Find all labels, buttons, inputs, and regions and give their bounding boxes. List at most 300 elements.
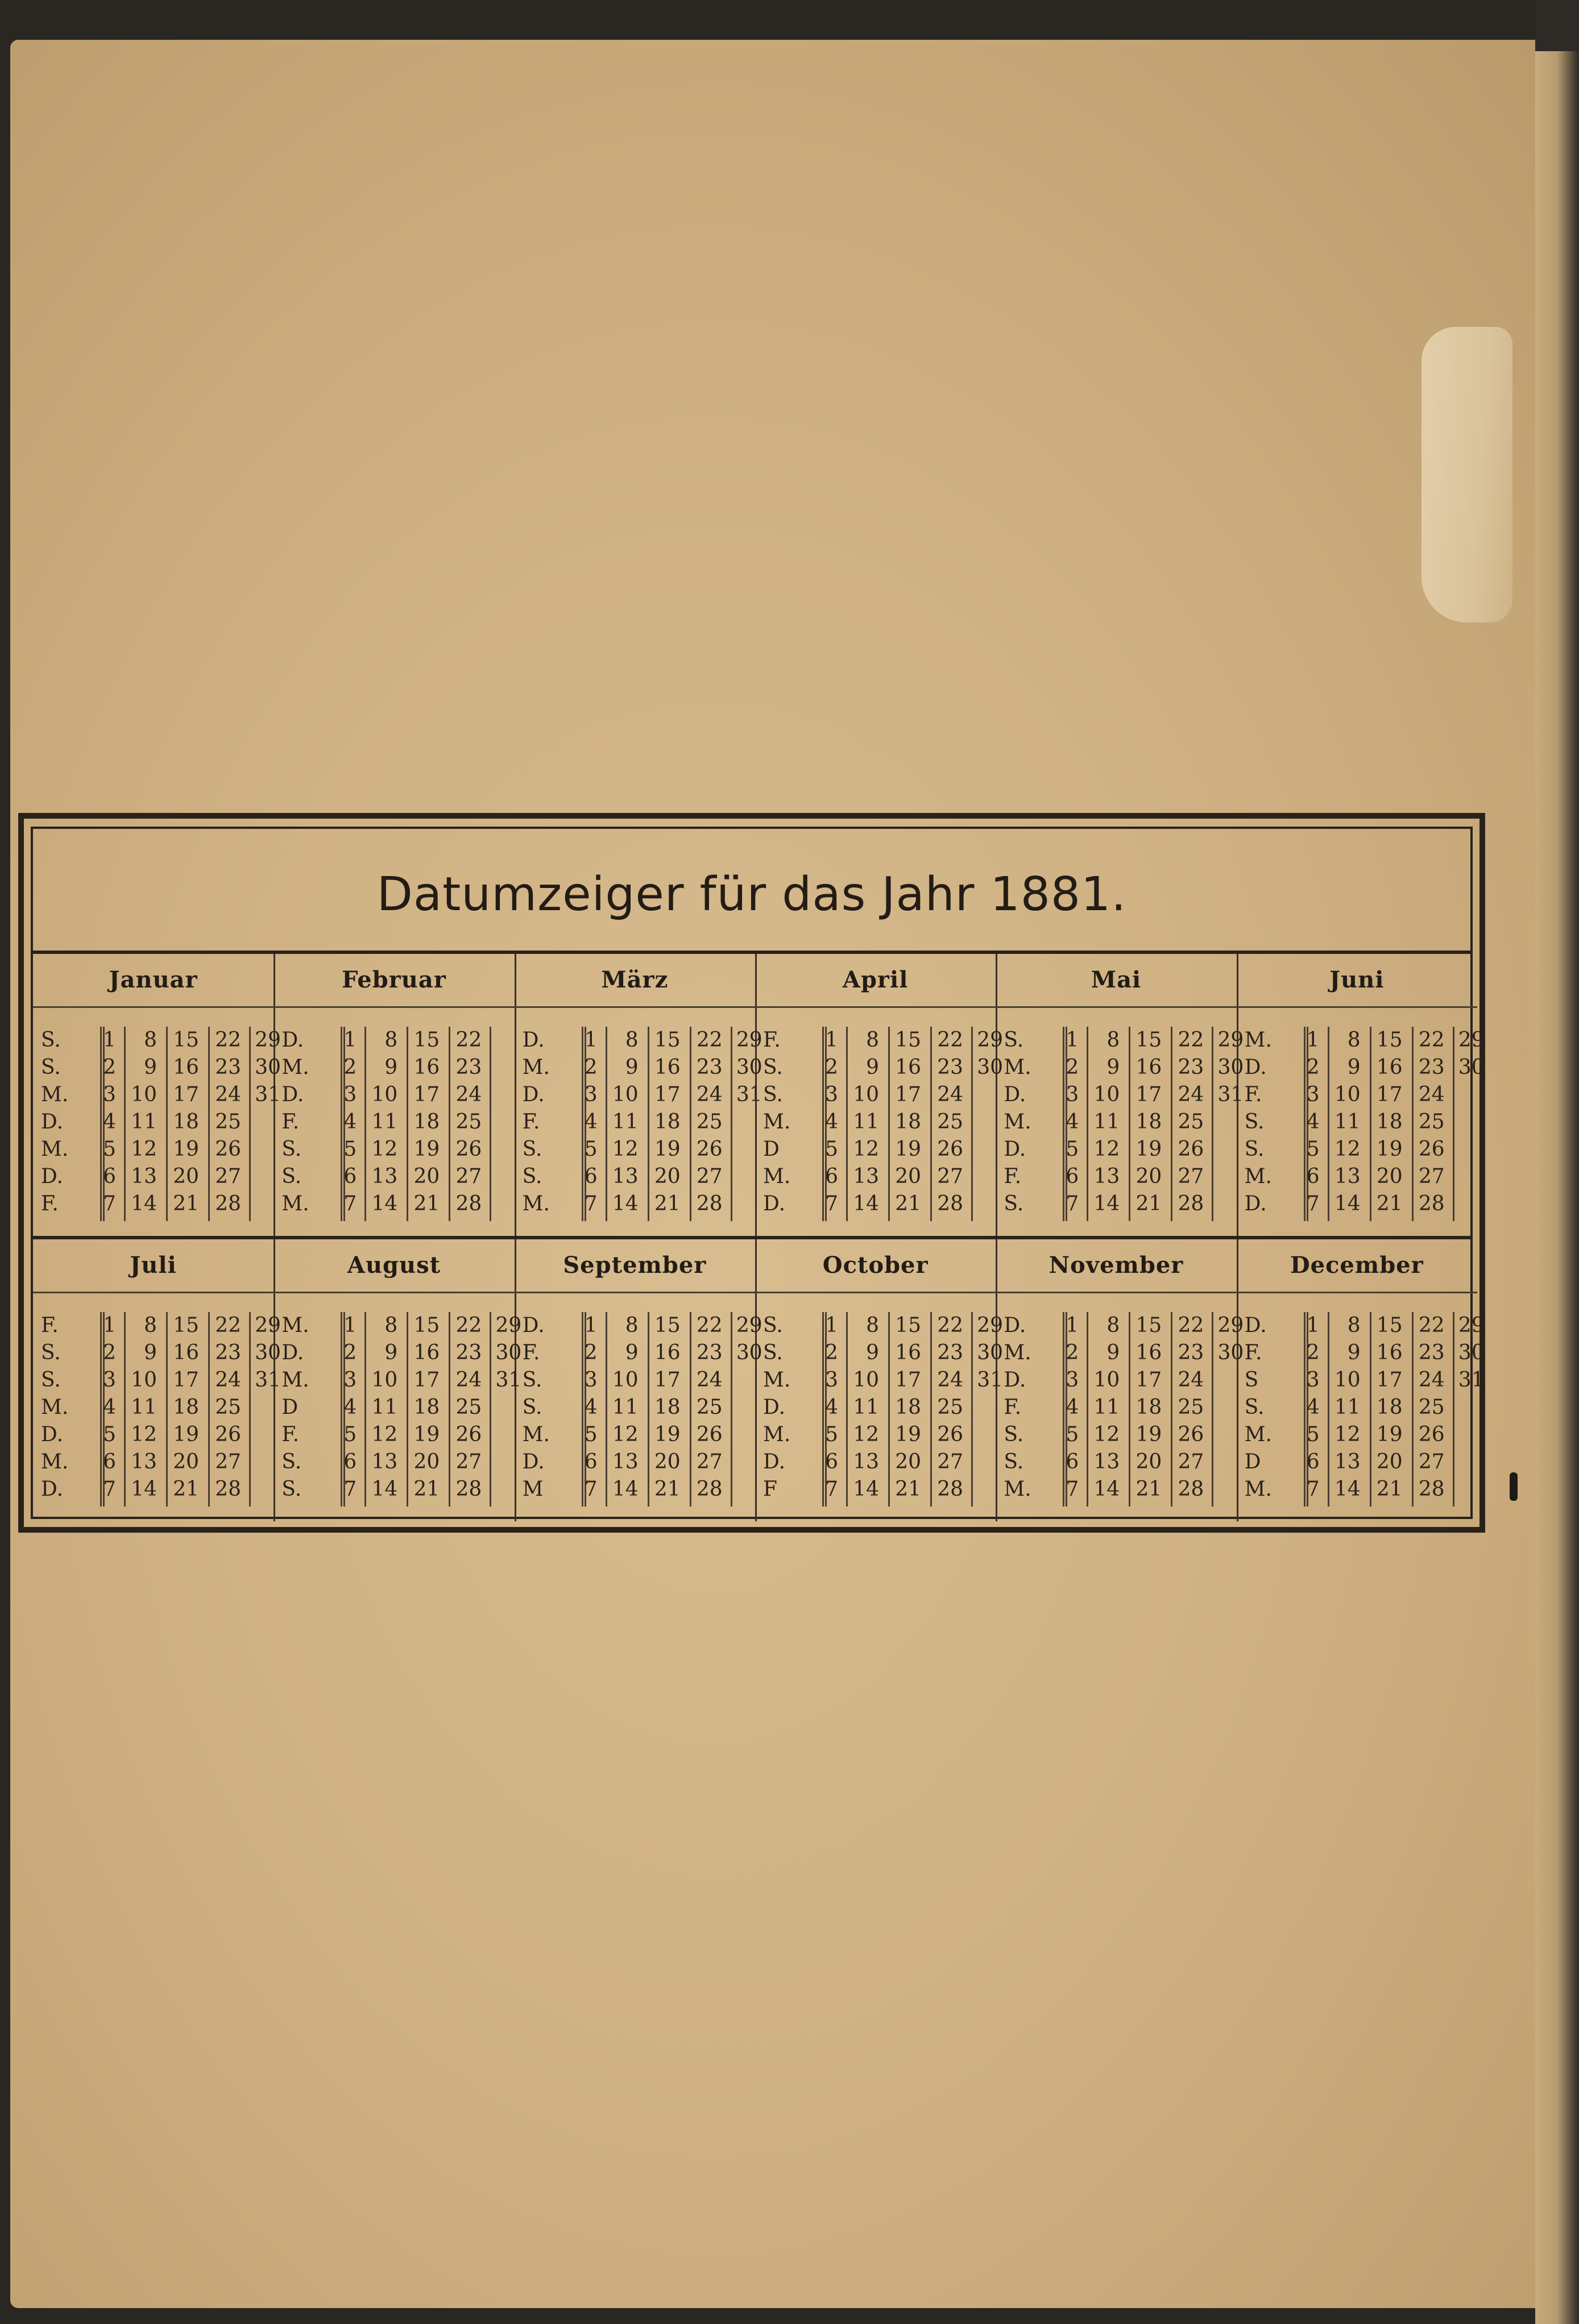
day-number: 19 (413, 1423, 440, 1446)
day-number: 25 (1178, 1396, 1204, 1419)
day-number: 22 (455, 1028, 482, 1052)
day-number: 29 (977, 1314, 1003, 1337)
day-number: 27 (937, 1165, 963, 1188)
day-number: 6 (1066, 1450, 1079, 1474)
day-number: 25 (1418, 1110, 1445, 1134)
weekday-row (273, 1339, 522, 1367)
weekday-label: D. (1004, 1314, 1026, 1337)
weekday-label: S. (41, 1028, 61, 1052)
weekday-row (1237, 1054, 1485, 1081)
day-number: 11 (1093, 1110, 1120, 1134)
page-edge (1535, 0, 1579, 2324)
day-number: 9 (1347, 1341, 1361, 1364)
day-number: 9 (144, 1056, 157, 1079)
weekday-label: S. (763, 1341, 783, 1364)
day-number: 23 (215, 1341, 241, 1364)
day-number: 23 (696, 1056, 723, 1079)
day-number: 29 (1458, 1314, 1485, 1337)
day-number: 2 (103, 1341, 116, 1364)
weekday-row (33, 1109, 273, 1136)
day-number: 3 (103, 1083, 116, 1106)
day-number: 20 (413, 1450, 440, 1474)
day-number: 27 (696, 1165, 723, 1188)
month-block-februar (273, 954, 516, 1236)
day-number: 31 (255, 1083, 281, 1106)
day-number: 25 (1178, 1110, 1204, 1134)
day-number: 15 (895, 1028, 921, 1052)
weekday-row (33, 1027, 281, 1054)
weekday-label: D. (41, 1423, 64, 1446)
day-number: 11 (131, 1396, 157, 1419)
weekday-label: F. (1244, 1083, 1262, 1106)
weekday-row (33, 1081, 281, 1109)
day-number: 19 (895, 1138, 921, 1161)
weekday-row (33, 1190, 273, 1218)
day-number: 1 (103, 1314, 116, 1337)
weekday-label: D. (763, 1396, 786, 1419)
weekday-row (1237, 1109, 1477, 1136)
day-number: 1 (825, 1028, 838, 1052)
weekday-row (33, 1367, 281, 1394)
weekday-row (273, 1421, 514, 1449)
day-number: 20 (413, 1165, 440, 1188)
day-number: 9 (866, 1341, 879, 1364)
weekday-label: M. (1004, 1110, 1031, 1134)
weekday-row (755, 1476, 996, 1503)
day-grid (273, 1027, 514, 1218)
day-number: 9 (1347, 1056, 1361, 1079)
day-number: 29 (977, 1028, 1003, 1052)
day-number: 1 (1066, 1314, 1079, 1337)
day-number: 29 (1458, 1028, 1485, 1052)
day-number: 12 (371, 1423, 398, 1446)
day-number: 5 (584, 1138, 598, 1161)
month-header-rule (755, 1006, 996, 1008)
day-number: 10 (131, 1083, 157, 1106)
day-number: 21 (413, 1478, 440, 1501)
day-grid (33, 1027, 281, 1218)
weekday-label: D. (522, 1314, 545, 1337)
page-mark (1510, 1472, 1518, 1501)
weekday-label: M. (522, 1192, 550, 1215)
weekday-label: S. (281, 1165, 302, 1188)
day-number: 10 (853, 1368, 879, 1392)
day-number: 18 (1376, 1110, 1403, 1134)
day-number: 9 (1106, 1056, 1120, 1079)
weekday-label: D. (763, 1450, 786, 1474)
weekday-label: M. (763, 1423, 791, 1446)
day-number: 8 (1106, 1028, 1120, 1052)
weekday-label: S. (763, 1314, 783, 1337)
day-number: 31 (255, 1368, 281, 1392)
weekday-label: D. (281, 1028, 304, 1052)
day-number: 5 (103, 1423, 116, 1446)
day-number: 22 (1418, 1314, 1445, 1337)
day-number: 17 (413, 1368, 440, 1392)
day-number: 5 (1066, 1423, 1079, 1446)
day-number: 9 (1106, 1341, 1120, 1364)
weekday-row (1237, 1163, 1477, 1190)
day-number: 22 (696, 1314, 723, 1337)
day-number: 13 (612, 1450, 639, 1474)
month-header-rule (755, 1292, 996, 1293)
weekday-row (515, 1421, 755, 1449)
weekday-row (1237, 1367, 1485, 1394)
month-name: December (1290, 1252, 1424, 1279)
day-number: 10 (131, 1368, 157, 1392)
month-name: August (347, 1252, 441, 1279)
day-number: 22 (937, 1028, 963, 1052)
day-number: 1 (1306, 1314, 1320, 1337)
day-grid (996, 1027, 1244, 1218)
weekday-row (515, 1449, 755, 1476)
day-number: 23 (455, 1056, 482, 1079)
day-number: 1 (103, 1028, 116, 1052)
day-number: 12 (1093, 1138, 1120, 1161)
day-number: 20 (654, 1450, 681, 1474)
day-number: 18 (1135, 1396, 1162, 1419)
day-number: 7 (343, 1192, 357, 1215)
weekday-label: F. (522, 1341, 540, 1364)
day-number: 20 (895, 1165, 921, 1188)
weekday-label: D. (41, 1110, 64, 1134)
weekday-label: S. (1004, 1028, 1024, 1052)
day-number: 14 (853, 1478, 879, 1501)
weekday-row (996, 1367, 1236, 1394)
day-number: 3 (584, 1083, 598, 1106)
weekday-label: D. (41, 1165, 64, 1188)
month-name: März (601, 966, 669, 993)
day-number: 20 (654, 1165, 681, 1188)
day-number: 30 (255, 1341, 281, 1364)
day-number: 19 (895, 1423, 921, 1446)
day-number: 17 (654, 1083, 681, 1106)
day-number: 7 (825, 1478, 838, 1501)
day-number: 23 (1418, 1056, 1445, 1079)
weekday-row (515, 1081, 762, 1109)
day-number: 30 (495, 1341, 522, 1364)
day-number: 30 (736, 1056, 762, 1079)
weekday-label: D (281, 1396, 299, 1419)
day-number: 14 (612, 1478, 639, 1501)
weekday-label: D. (281, 1341, 304, 1364)
day-number: 28 (1418, 1192, 1445, 1215)
day-number: 22 (937, 1314, 963, 1337)
weekday-label: S. (281, 1478, 302, 1501)
day-number: 16 (895, 1056, 921, 1079)
month-block-juni (1237, 954, 1485, 1236)
day-number: 29 (736, 1028, 762, 1052)
day-number: 26 (215, 1423, 241, 1446)
calendar-inner-frame (31, 827, 1485, 1519)
weekday-row (515, 1476, 755, 1503)
weekday-label: S. (281, 1138, 302, 1161)
weekday-label: S. (41, 1341, 61, 1364)
day-number: 14 (1334, 1478, 1361, 1501)
weekday-label: M (522, 1478, 544, 1501)
weekday-label: M. (281, 1192, 309, 1215)
day-number: 14 (853, 1192, 879, 1215)
day-number: 1 (584, 1314, 598, 1337)
weekday-row (996, 1339, 1244, 1367)
day-number: 7 (103, 1478, 116, 1501)
day-grid (755, 1312, 1003, 1503)
day-number: 14 (371, 1478, 398, 1501)
weekday-row (755, 1394, 996, 1421)
weekday-row (996, 1081, 1244, 1109)
day-number: 2 (1066, 1056, 1079, 1079)
day-number: 8 (1106, 1314, 1120, 1337)
day-number: 7 (343, 1478, 357, 1501)
day-number: 20 (1376, 1450, 1403, 1474)
day-number: 2 (584, 1056, 598, 1079)
weekday-label: S (1244, 1368, 1259, 1392)
weekday-row (996, 1163, 1236, 1190)
weekday-row (273, 1054, 514, 1081)
day-number: 16 (173, 1341, 199, 1364)
day-number: 24 (455, 1368, 482, 1392)
weekday-label: M. (281, 1368, 309, 1392)
day-number: 20 (173, 1450, 199, 1474)
day-number: 11 (612, 1110, 639, 1134)
day-number: 30 (1458, 1056, 1485, 1079)
day-number: 23 (1178, 1341, 1204, 1364)
day-grid (1237, 1312, 1485, 1503)
day-number: 16 (413, 1056, 440, 1079)
day-number: 23 (1418, 1341, 1445, 1364)
weekday-label: S. (522, 1396, 542, 1419)
weekday-row (755, 1027, 1003, 1054)
day-number: 15 (1376, 1028, 1403, 1052)
weekday-row (996, 1054, 1244, 1081)
month-name: April (842, 966, 909, 993)
day-number: 30 (1217, 1056, 1244, 1079)
day-grid (515, 1312, 762, 1503)
day-number: 17 (1376, 1083, 1403, 1106)
day-number: 4 (1066, 1396, 1079, 1419)
day-number: 2 (103, 1056, 116, 1079)
day-number: 8 (1347, 1028, 1361, 1052)
day-number: 7 (1066, 1192, 1079, 1215)
day-number: 19 (1135, 1138, 1162, 1161)
day-number: 26 (1418, 1138, 1445, 1161)
day-number: 2 (1306, 1056, 1320, 1079)
day-number: 15 (413, 1028, 440, 1052)
day-grid (33, 1312, 281, 1503)
day-number: 2 (1306, 1341, 1320, 1364)
day-number: 15 (895, 1314, 921, 1337)
day-number: 8 (625, 1028, 639, 1052)
day-number: 7 (825, 1192, 838, 1215)
weekday-row (33, 1312, 281, 1339)
day-number: 5 (1306, 1423, 1320, 1446)
day-number: 26 (1178, 1138, 1204, 1161)
day-number: 28 (455, 1478, 482, 1501)
day-number: 21 (654, 1192, 681, 1215)
weekday-label: M. (1244, 1478, 1272, 1501)
weekday-row (33, 1054, 281, 1081)
weekday-row (755, 1312, 1003, 1339)
day-grid (996, 1312, 1244, 1503)
day-number: 20 (895, 1450, 921, 1474)
day-number: 24 (1178, 1368, 1204, 1392)
weekday-label: F. (281, 1110, 300, 1134)
day-number: 14 (131, 1478, 157, 1501)
weekday-row (996, 1449, 1236, 1476)
day-number: 28 (937, 1192, 963, 1215)
day-number: 25 (455, 1110, 482, 1134)
weekday-row (996, 1109, 1236, 1136)
weekday-row (33, 1136, 273, 1163)
day-number: 3 (1306, 1083, 1320, 1106)
month-header-rule (996, 1292, 1236, 1293)
day-number: 13 (131, 1450, 157, 1474)
weekday-label: F. (41, 1192, 59, 1215)
weekday-row (515, 1054, 762, 1081)
day-number: 22 (215, 1314, 241, 1337)
day-number: 11 (1093, 1396, 1120, 1419)
day-number: 4 (825, 1396, 838, 1419)
day-number: 26 (696, 1423, 723, 1446)
day-number: 19 (1376, 1423, 1403, 1446)
day-number: 27 (1418, 1165, 1445, 1188)
day-number: 20 (1376, 1165, 1403, 1188)
day-number: 19 (654, 1423, 681, 1446)
weekday-label: S. (1244, 1138, 1265, 1161)
weekday-label: S. (1004, 1450, 1024, 1474)
day-number: 21 (895, 1478, 921, 1501)
day-number: 17 (654, 1368, 681, 1392)
day-number: 10 (371, 1083, 398, 1106)
weekday-row (273, 1027, 514, 1054)
day-number: 10 (1334, 1368, 1361, 1392)
day-number: 24 (1418, 1368, 1445, 1392)
weekday-row (755, 1190, 996, 1218)
weekday-label: D (763, 1138, 780, 1161)
weekday-row (273, 1312, 522, 1339)
day-number: 28 (215, 1478, 241, 1501)
day-number: 21 (895, 1192, 921, 1215)
day-number: 26 (1418, 1423, 1445, 1446)
day-number: 28 (215, 1192, 241, 1215)
day-number: 24 (937, 1368, 963, 1392)
day-number: 31 (977, 1368, 1003, 1392)
weekday-row (273, 1449, 514, 1476)
weekday-label: D. (1004, 1138, 1026, 1161)
weekday-row (996, 1421, 1236, 1449)
weekday-label: F (763, 1478, 777, 1501)
day-number: 31 (495, 1368, 522, 1392)
day-number: 2 (1066, 1341, 1079, 1364)
weekday-label: D. (41, 1478, 64, 1501)
month-name: Juli (130, 1252, 177, 1279)
day-number: 17 (895, 1368, 921, 1392)
weekday-row (515, 1136, 755, 1163)
day-number: 5 (343, 1423, 357, 1446)
day-number: 4 (1306, 1396, 1320, 1419)
day-number: 4 (103, 1110, 116, 1134)
day-number: 3 (103, 1368, 116, 1392)
day-number: 20 (1135, 1450, 1162, 1474)
day-grid (515, 1027, 762, 1218)
day-number: 5 (584, 1423, 598, 1446)
day-number: 21 (173, 1192, 199, 1215)
weekday-row (1237, 1339, 1485, 1367)
day-number: 28 (1178, 1478, 1204, 1501)
day-number: 5 (103, 1138, 116, 1161)
day-number: 14 (131, 1192, 157, 1215)
day-number: 24 (455, 1083, 482, 1106)
weekday-row (996, 1312, 1244, 1339)
month-header-rule (515, 1006, 755, 1008)
day-number: 29 (736, 1314, 762, 1337)
day-number: 31 (736, 1083, 762, 1106)
day-number: 17 (413, 1083, 440, 1106)
day-number: 17 (173, 1368, 199, 1392)
day-number: 27 (215, 1165, 241, 1188)
day-number: 26 (937, 1138, 963, 1161)
day-number: 14 (1093, 1478, 1120, 1501)
weekday-label: F. (1004, 1165, 1022, 1188)
weekday-label: M. (763, 1368, 791, 1392)
day-grid (273, 1312, 522, 1503)
day-number: 28 (696, 1478, 723, 1501)
weekday-row (273, 1081, 514, 1109)
month-header-rule (33, 1006, 273, 1008)
day-number: 15 (173, 1028, 199, 1052)
day-number: 11 (853, 1396, 879, 1419)
calendar-title: Datumzeiger für das Jahr 1881. (376, 868, 1127, 922)
weekday-label: M. (763, 1110, 791, 1134)
weekday-label: S. (763, 1056, 783, 1079)
day-number: 30 (736, 1341, 762, 1364)
day-number: 26 (1178, 1423, 1204, 1446)
day-number: 21 (173, 1478, 199, 1501)
day-number: 9 (866, 1056, 879, 1079)
day-number: 12 (1093, 1423, 1120, 1446)
day-number: 23 (1178, 1056, 1204, 1079)
day-number: 18 (1135, 1110, 1162, 1134)
day-number: 13 (1093, 1450, 1120, 1474)
day-number: 16 (895, 1341, 921, 1364)
day-number: 6 (343, 1450, 357, 1474)
day-number: 9 (625, 1056, 639, 1079)
day-number: 7 (1306, 1192, 1320, 1215)
month-header-rule (33, 1292, 273, 1293)
day-number: 23 (215, 1056, 241, 1079)
weekday-row (996, 1136, 1236, 1163)
weekday-label: F. (763, 1028, 781, 1052)
day-number: 4 (584, 1396, 598, 1419)
day-number: 13 (1093, 1165, 1120, 1188)
month-block-august (273, 1239, 522, 1521)
weekday-row (273, 1163, 514, 1190)
day-number: 8 (625, 1314, 639, 1337)
day-number: 7 (584, 1192, 598, 1215)
weekday-row (996, 1027, 1244, 1054)
day-number: 24 (937, 1083, 963, 1106)
month-block-mai (996, 954, 1244, 1236)
day-number: 24 (215, 1083, 241, 1106)
day-number: 28 (1178, 1192, 1204, 1215)
weekday-row (33, 1421, 273, 1449)
weekday-label: D. (1004, 1083, 1026, 1106)
day-number: 11 (853, 1110, 879, 1134)
day-number: 29 (255, 1028, 281, 1052)
weekday-label: S. (522, 1165, 542, 1188)
weekday-label: D. (1244, 1314, 1267, 1337)
day-number: 2 (343, 1341, 357, 1364)
